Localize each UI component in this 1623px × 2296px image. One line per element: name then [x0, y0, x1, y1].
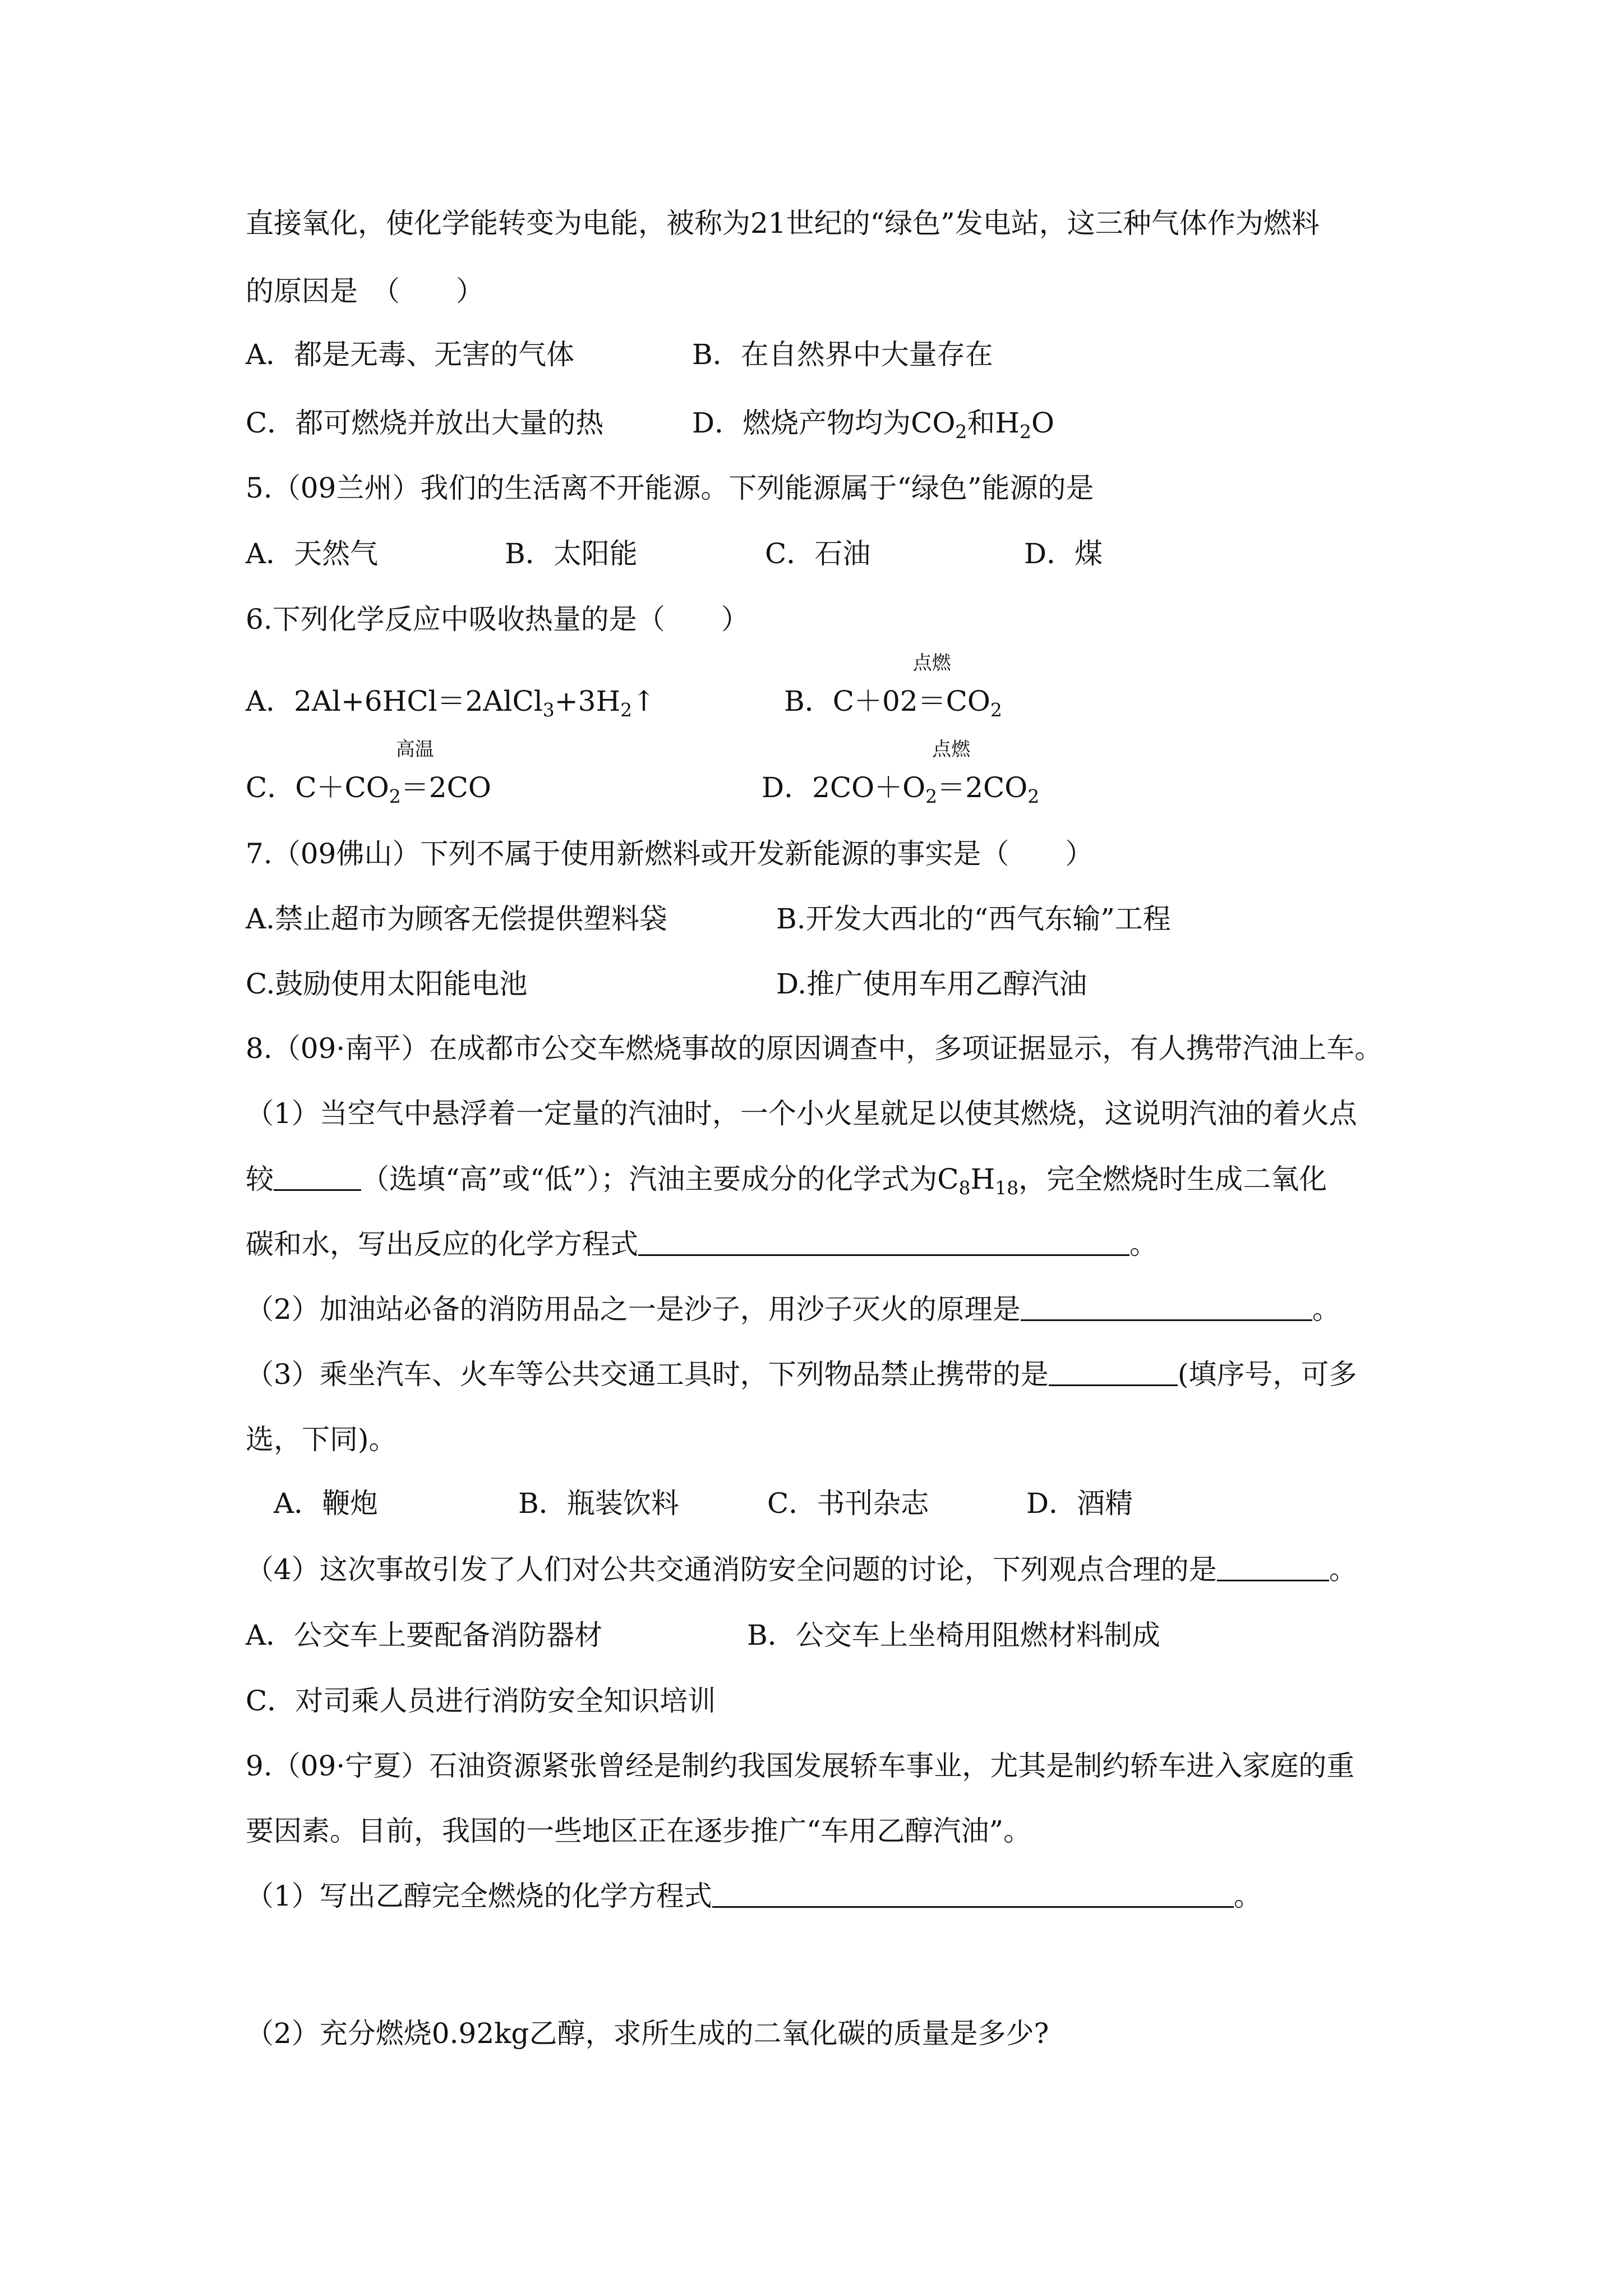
q6-option-b-condition: 点燃: [912, 652, 951, 674]
q8-part4-blank[interactable]: [1217, 1552, 1329, 1581]
q5-option-a: A．天然气: [246, 537, 379, 570]
q8-part3-blank[interactable]: [1049, 1356, 1178, 1386]
q7-option-c: C.鼓励使用太阳能电池: [246, 968, 528, 1000]
q4-option-a: A．都是无毒、无害的气体: [246, 338, 575, 371]
q8-part3-line1: （3）乘坐汽车、火车等公共交通工具时，下列物品禁止携带的是 (填序号，可多: [246, 1356, 1357, 1392]
q8-part1-line3: 碳和水，写出反应的化学方程式 。: [246, 1226, 1158, 1262]
q5-option-c: C．石油: [765, 537, 871, 570]
q6-option-d-condition: 点燃: [932, 738, 971, 761]
q4-stem-line1: 直接氧化，使化学能转变为电能，被称为21世纪的“绿色”发电站，这三种气体作为燃料: [246, 207, 1320, 240]
q9-part1-blank[interactable]: [712, 1878, 1234, 1908]
q4-option-b: B．在自然界中大量存在: [692, 338, 993, 371]
q6-option-c-equals: 高温 ＝: [395, 738, 434, 804]
q8-part1-line2: 较 （选填“高”或“低”）；汽油主要成分的化学式为$C_8H_{18}$，完全燃烧时生成二氧化: [246, 1161, 1327, 1197]
q8-stem: 8.（09·南平）在成都市公交车燃烧事故的原因调查中，多项证据显示，有人携带汽油上车。: [246, 1032, 1383, 1065]
q8-part3-option-d: D．酒精: [1026, 1487, 1133, 1520]
q6-option-b: B．C＋02 点燃 $=CO_2$: [784, 652, 1002, 721]
q6-option-c: C．$C+CO_2$ 高温 ＝2CO: [246, 738, 491, 807]
q6-option-d: D．$2CO+O_2$ 点燃 $=2CO_2$: [762, 738, 1040, 807]
q8-part3-option-c: C．书刊杂志: [767, 1487, 929, 1520]
q8-part2: （2）加油站必备的消防用品之一是沙子，用沙子灭火的原理是 。: [246, 1291, 1340, 1327]
q8-part1-blank-2[interactable]: [638, 1226, 1129, 1256]
q8-part4-option-a: A．公交车上要配备消防器材: [246, 1619, 603, 1651]
q7-option-d: D.推广使用车用乙醇汽油: [776, 968, 1087, 1000]
q9-part2: （2）充分燃烧0.92kg乙醇，求所生成的二氧化碳的质量是多少?: [246, 2017, 1049, 2050]
q8-part4: （4）这次事故引发了人们对公共交通消防安全问题的讨论，下列观点合理的是 。: [246, 1552, 1357, 1588]
q4-option-d: D．燃烧产物均为$CO_2$和$H_2O$: [692, 407, 1054, 443]
q6-stem: 6.下列化学反应中吸收热量的是（ ）: [246, 603, 749, 636]
q6-option-b-equals: 点燃 ＝: [912, 652, 951, 717]
q5-stem: 5.（09兰州）我们的生活离不开能源。下列能源属于“绿色”能源的是: [246, 472, 1094, 504]
q6-option-d-equals: 点燃 ＝: [932, 738, 971, 804]
q8-part3-option-a: A．鞭炮: [274, 1487, 379, 1520]
q5-option-d: D．煤: [1024, 537, 1103, 570]
q9-stem-line1: 9.（09·宁夏）石油资源紧张曾经是制约我国发展轿车事业，尤其是制约轿车进入家庭的重: [246, 1750, 1355, 1782]
q8-part4-option-b: B．公交车上坐椅用阻燃材料制成: [747, 1619, 1160, 1651]
q8-part1-line1: （1）当空气中悬浮着一定量的汽油时，一个小火星就足以使其燃烧，这说明汽油的着火点: [246, 1097, 1357, 1130]
q9-stem-line2: 要因素。目前，我国的一些地区正在逐步推广“车用乙醇汽油”。: [246, 1815, 1032, 1847]
q9-part1: （1）写出乙醇完全燃烧的化学方程式 。: [246, 1878, 1262, 1914]
q8-part2-blank[interactable]: [1021, 1291, 1312, 1321]
q7-stem: 7.（09佛山）下列不属于使用新燃料或开发新能源的事实是（ ）: [246, 838, 1094, 870]
q8-part1-blank-1[interactable]: [274, 1161, 361, 1191]
q6-option-c-condition: 高温: [395, 738, 434, 761]
q5-option-b: B．太阳能: [505, 537, 638, 570]
q7-option-b: B.开发大西北的“西气东输”工程: [776, 903, 1171, 935]
q7-option-a: A.禁止超市为顾客无偿提供塑料袋: [246, 903, 668, 935]
q6-option-a: A．$2Al+6HCl=2AlCl_3+3H_2↑$: [246, 685, 656, 721]
q8-part3-option-b: B．瓶装饮料: [518, 1487, 679, 1520]
q8-part3-line2: 选，下同)。: [246, 1423, 397, 1456]
q4-option-c: C．都可燃烧并放出大量的热: [246, 407, 604, 439]
q8-part4-option-c: C．对司乘人员进行消防安全知识培训: [246, 1685, 716, 1717]
q4-stem-line2: 的原因是 （ ）: [246, 275, 484, 307]
